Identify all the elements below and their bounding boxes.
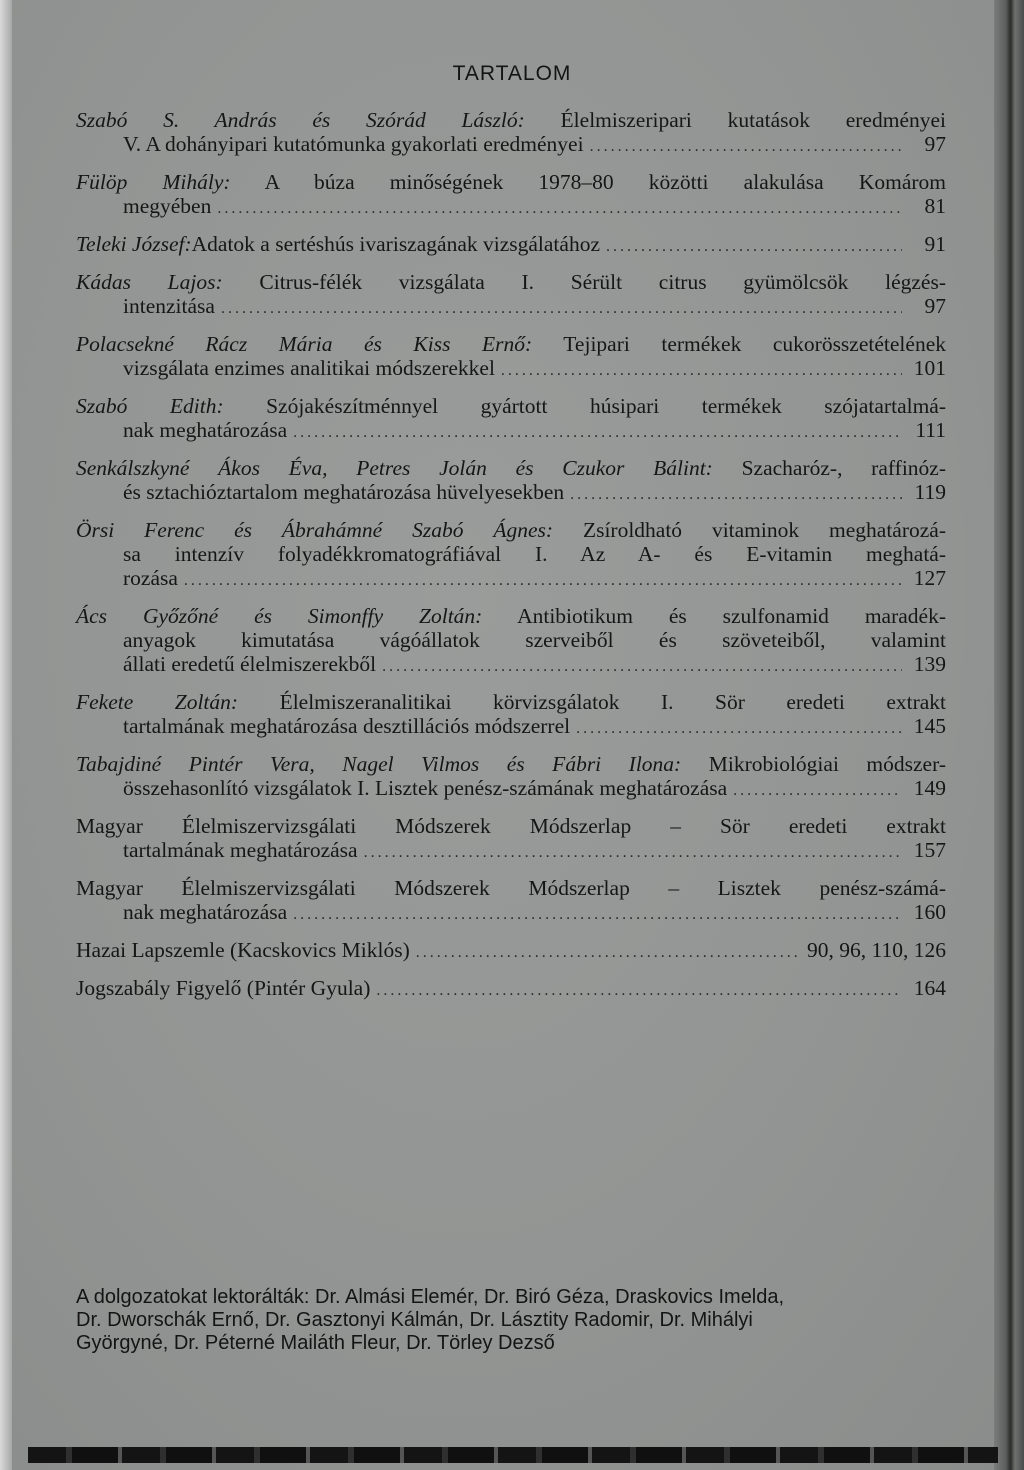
toc-entry [76, 270, 946, 321]
toc-entry-line [76, 776, 946, 803]
toc-entry-page-number: 111 [915, 418, 946, 442]
toc-entry-line [76, 814, 946, 838]
toc-entry-author: Ács Győzőné és Simonffy Zoltán: [76, 604, 483, 628]
dot-leader [364, 841, 902, 865]
toc-entry-author: Tabajdiné Pintér Vera, Nagel Vilmos és Fábri Ilona: [76, 752, 682, 776]
toc-entry-line [76, 356, 946, 383]
toc-entry [76, 752, 946, 803]
toc-entry-page-number: 81 [924, 194, 946, 218]
toc-entry [76, 108, 946, 159]
toc-entry-text: anyagok kimutatása vágóállatok szerveiből és szöveteiből, valamint [123, 628, 946, 652]
toc-entry-text: Adatok a sertéshús ivariszagának vizsgálatához [191, 232, 600, 256]
dot-leader [606, 235, 902, 259]
toc-entry-page-number: 139 [913, 652, 946, 676]
toc-entry-line [76, 566, 946, 593]
toc-entry-text: Mikrobiológiai módszer- [708, 752, 946, 776]
toc-entry [76, 232, 946, 259]
toc-entry-text: Jogszabály Figyelő (Pintér Gyula) [76, 976, 371, 1000]
toc-entry [76, 976, 946, 1003]
toc-entry-text: tartalmának meghatározása desztillációs módszerrel [123, 714, 571, 738]
toc-entry-text: Antibiotikum és szulfonamid maradék- [517, 604, 946, 628]
dot-leader [382, 655, 902, 679]
toc-entry [76, 518, 946, 593]
dot-leader [416, 941, 801, 965]
toc-entry-text: vizsgálata enzimes analitikai módszerekkel [123, 356, 495, 380]
reviewers-line: Györgyné, Dr. Péterné Mailáth Fleur, Dr. Törley Dezső [76, 1332, 555, 1354]
toc-entry-text: összehasonlító vizsgálatok I. Lisztek penész-számának meghatározása [123, 776, 728, 800]
toc-entry-line [76, 518, 946, 542]
toc-entry-line [76, 108, 946, 132]
toc-entry [76, 456, 946, 507]
toc-entry-text: Élelmiszeripari kutatások eredményei [560, 108, 946, 132]
toc-entry-page-number: 97 [924, 294, 946, 318]
dot-leader [293, 903, 902, 927]
toc-entry-line [76, 900, 946, 927]
toc-entry-page-number: 91 [924, 232, 946, 256]
toc-entry-text: intenzitása [123, 294, 215, 318]
toc-entry-text: és sztachióztartalom meghatározása hüvelyesekben [123, 480, 565, 504]
toc-entry-line [76, 480, 946, 507]
dot-leader [217, 197, 902, 221]
toc-entry-line [76, 876, 946, 900]
toc-entry-text: Élelmiszeranalitikai körvizsgálatok I. Sör eredeti extrakt [279, 690, 947, 714]
toc-entry-line [76, 652, 946, 679]
toc-entry-line [76, 714, 946, 741]
dot-leader [576, 717, 902, 741]
toc-entry-line [76, 690, 946, 714]
toc-entry-line [76, 270, 946, 294]
toc-entry-text: Tejipari termékek cukorösszetételének [563, 332, 946, 356]
toc-entry [76, 170, 946, 221]
toc-entry-line [76, 232, 946, 259]
toc-entry-page-number: 97 [924, 132, 946, 156]
dot-leader [184, 569, 902, 593]
reviewers-note [76, 1286, 942, 1355]
table-of-contents [76, 108, 946, 1014]
dot-leader [590, 135, 902, 159]
book-spine-edge [994, 0, 1024, 1470]
dot-leader [376, 979, 902, 1003]
toc-entry-line [76, 604, 946, 628]
toc-entry-line [76, 418, 946, 445]
dot-leader [733, 779, 902, 803]
reviewers-line: Dr. Dworschák Ernő, Dr. Gasztonyi Kálmán, Dr. Lásztity Radomir, Dr. Mihályi [76, 1309, 753, 1331]
toc-entry-text: állati eredetű élelmiszerekből [123, 652, 377, 676]
toc-entry-line [76, 628, 946, 652]
toc-entry-line [76, 132, 946, 159]
toc-entry-author: Örsi Ferenc és Ábrahámné Szabó Ágnes: [76, 518, 554, 542]
dot-leader [293, 421, 902, 445]
toc-entry-line [76, 838, 946, 865]
toc-entry-text: nak meghatározása [123, 418, 288, 442]
dot-leader [501, 359, 902, 383]
toc-entry [76, 938, 946, 965]
toc-entry-line [76, 332, 946, 356]
bottom-scan-strip [28, 1447, 998, 1463]
page-title: TARTALOM [452, 62, 572, 85]
page-left-edge [0, 0, 12, 1470]
toc-entry-page-number: 160 [913, 900, 946, 924]
toc-entry [76, 604, 946, 679]
toc-entry-page-number: 127 [913, 566, 946, 590]
toc-entry-author: Kádas Lajos: [76, 270, 223, 294]
toc-entry-text: megyében [123, 194, 212, 218]
toc-entry-text: sa intenzív folyadékkromatográfiával I. Az A- és E-vitamin meghatá- [123, 542, 946, 566]
toc-entry-line [76, 170, 946, 194]
toc-entry [76, 332, 946, 383]
toc-entry-author: Senkálszkyné Ákos Éva, Petres Jolán és Czukor Bálint: [76, 456, 713, 480]
toc-entry-author: Fekete Zoltán: [76, 690, 239, 714]
toc-entry-text: tartalmának meghatározása [123, 838, 358, 862]
toc-entry-page-number: 90, 96, 110, 126 [807, 938, 946, 962]
toc-entry-author: Fülöp Mihály: [76, 170, 231, 194]
toc-entry [76, 814, 946, 865]
reviewers-line: A dolgozatokat lektorálták: Dr. Almási Elemér, Dr. Biró Géza, Draskovics Imelda, [76, 1286, 785, 1308]
toc-entry [76, 876, 946, 927]
toc-entry-page-number: 149 [913, 776, 946, 800]
toc-entry-line [76, 194, 946, 221]
toc-entry [76, 690, 946, 741]
toc-entry-line [76, 752, 946, 776]
toc-entry-text: Hazai Lapszemle (Kacskovics Miklós) [76, 938, 410, 962]
toc-entry-line [76, 976, 946, 1003]
toc-entry-line [76, 394, 946, 418]
toc-entry-line [76, 938, 946, 965]
toc-entry-text: V. A dohányipari kutatómunka gyakorlati eredményei [123, 132, 584, 156]
toc-entry-text: Zsíroldható vitaminok meghatározá- [582, 518, 946, 542]
toc-entry-page-number: 119 [914, 480, 946, 504]
toc-entry-page-number: 164 [913, 976, 946, 1000]
toc-entry-page-number: 145 [913, 714, 946, 738]
toc-entry-author: Teleki József: [76, 232, 192, 256]
toc-entry-text: Szójakészítménnyel gyártott húsipari termékek szójatartalmá- [266, 394, 947, 418]
toc-entry-text: Magyar Élelmiszervizsgálati Módszerek Módszerlap – Sör eredeti extrakt [76, 814, 946, 838]
dot-leader [570, 483, 902, 507]
toc-entry-author: Szabó Edith: [76, 394, 224, 418]
toc-entry-text: A búza minőségének 1978–80 közötti alakulása Komárom [264, 170, 946, 194]
toc-entry-text: rozása [123, 566, 178, 590]
toc-entry-line [76, 542, 946, 566]
toc-entry-line [76, 294, 946, 321]
toc-entry-text: nak meghatározása [123, 900, 288, 924]
toc-entry-page-number: 157 [913, 838, 946, 862]
dot-leader [221, 297, 902, 321]
toc-entry-line [76, 456, 946, 480]
toc-entry-page-number: 101 [913, 356, 946, 380]
toc-entry-text: Citrus-félék vizsgálata I. Sérült citrus gyümölcsök légzés- [259, 270, 947, 294]
toc-entry [76, 394, 946, 445]
toc-entry-author: Szabó S. András és Szórád László: [76, 108, 525, 132]
toc-entry-text: Magyar Élelmiszervizsgálati Módszerek Módszerlap – Lisztek penész-számá- [76, 876, 946, 900]
toc-entry-author: Polacsekné Rácz Mária és Kiss Ernő: [76, 332, 533, 356]
toc-entry-text: Szacharóz-, raffinóz- [741, 456, 946, 480]
